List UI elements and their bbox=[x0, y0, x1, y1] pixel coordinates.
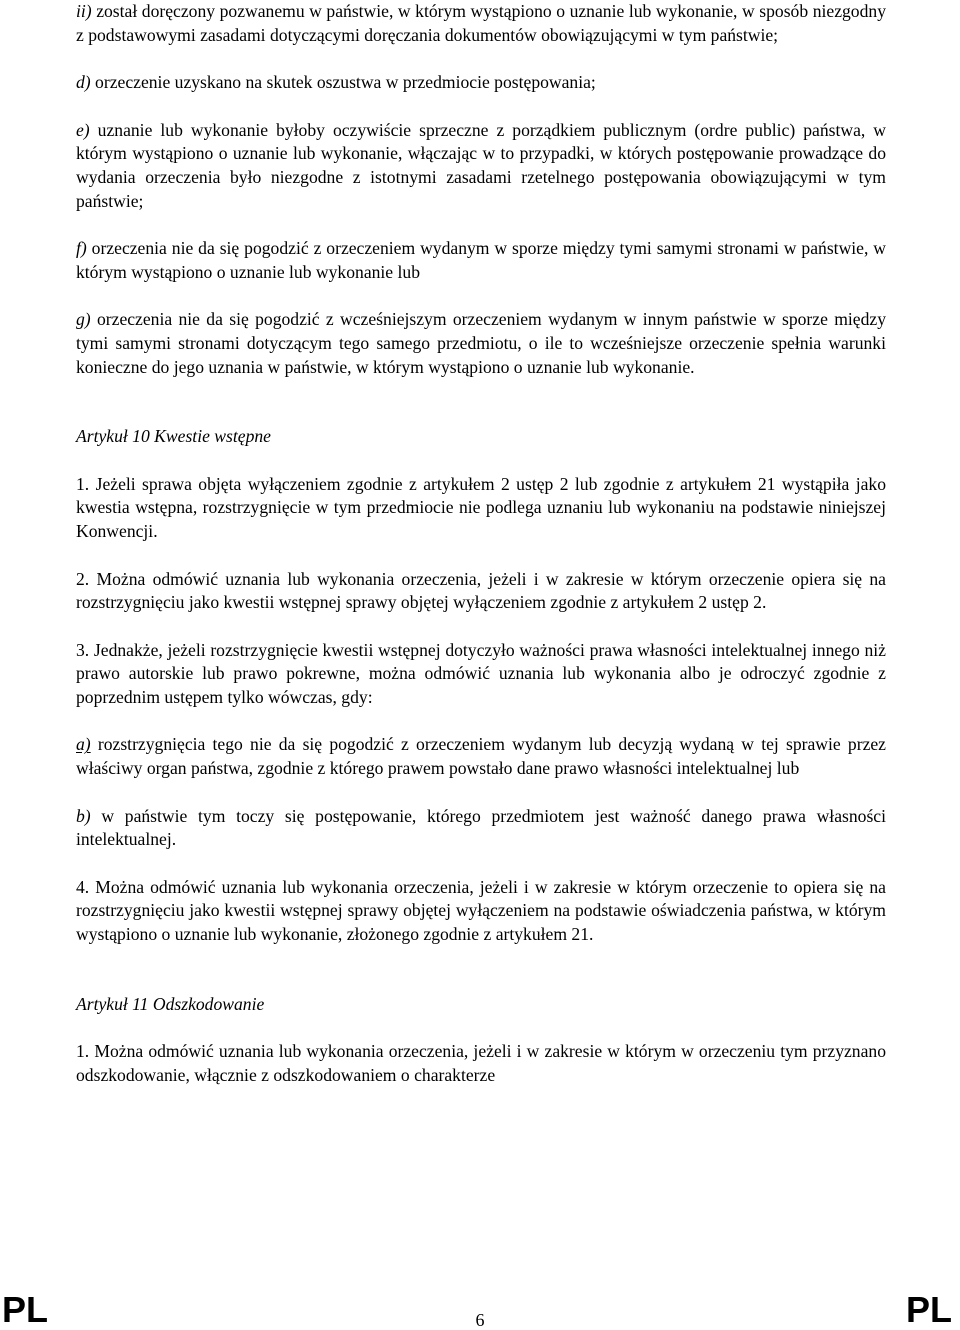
paragraph-text: w państwie tym toczy się postępowanie, którego przedmiotem jest ważność danego prawa własności intelektualnej. bbox=[76, 805, 886, 850]
item-label: ii) bbox=[76, 1, 92, 21]
paragraph-a bbox=[76, 733, 886, 780]
article-11-heading: Artykuł 11 Odszkodowanie bbox=[76, 993, 265, 1014]
footer-language-code-left: PL bbox=[2, 1289, 49, 1330]
article-10-paragraph-3: 3. Jednakże, jeżeli rozstrzygnięcie kwestii wstępnej dotyczyło ważności prawa własności intelektualnej innego niż prawo autorskie lub prawo pokrewne, można odmówić uznania lub wykonania albo je odroczyć zgodnie z poprzednim ustępem tylko wówczas, gdy: bbox=[76, 639, 886, 707]
paragraph-g bbox=[76, 308, 886, 379]
paragraph-text: rozstrzygnięcia tego nie da się pogodzić z orzeczeniem wydanym lub decyzją wydaną w tej sprawie przez właściwy organ państwa, zgodnie z którego prawem powstało dane prawo własności intelektualnej lub bbox=[76, 734, 886, 779]
item-label: b) bbox=[76, 805, 91, 826]
article-10-heading: Artykuł 10 Kwestie wstępne bbox=[76, 426, 271, 447]
item-label: a) bbox=[76, 734, 91, 755]
footer-language-code-right: PL bbox=[905, 1289, 952, 1330]
paragraph-text: orzeczenie uzyskano na skutek oszustwa w przedmiocie postępowania; bbox=[90, 72, 596, 93]
item-label: e) bbox=[76, 119, 90, 140]
paragraph-f bbox=[76, 237, 886, 284]
item-label: g) bbox=[76, 309, 91, 330]
item-label: d) bbox=[76, 72, 91, 93]
page-number: 6 bbox=[475, 1310, 485, 1330]
paragraph-d bbox=[76, 71, 886, 95]
paragraph-ii bbox=[76, 0, 886, 47]
paragraph-text: uznanie lub wykonanie byłoby oczywiście sprzeczne z porządkiem publicznym (ordre public) państwa, w którym wystąpiono o uznanie lub wykonanie, włączając w to przypadki, w których postępowanie prowadzące do wydania orzeczenia było niezgodne z istotnymi zasadami rzetelnego postępowania obowiązującymi w tym państwie; bbox=[76, 119, 886, 211]
paragraph-text: orzeczenia nie da się pogodzić z wcześniejszym orzeczeniem wydanym w innym państwie w sporze między tymi samymi stronami dotyczącym tego samego przedmiotu, o ile to wcześniejsze orzeczenie spełnia warunki konieczne do jego uznania w państwie, w którym wystąpiono o uznanie lub wykonanie. bbox=[76, 309, 886, 377]
article-10-paragraph-4: 4. Można odmówić uznania lub wykonania orzeczenia, jeżeli i w zakresie w którym orzeczenie to opiera się na rozstrzygnięciu jako kwestii wstępnej sprawy objętej wyłączeniem na podstawie oświadczenia państwa, w którym wystąpiono o uznanie lub wykonanie, złożonego zgodnie z artykułem 21. bbox=[76, 876, 886, 945]
paragraph-text: został doręczony pozwanemu w państwie, w którym wystąpiono o uznanie lub wykonanie, w sposób niezgodny z podstawowymi zasadami dotyczącymi doręczania dokumentów obowiązującymi w tym państwie; bbox=[76, 1, 886, 45]
paragraph-e bbox=[76, 119, 886, 213]
item-label: f) bbox=[76, 238, 87, 259]
article-11-paragraph-1: 1. Można odmówić uznania lub wykonania orzeczenia, jeżeli i w zakresie w którym w orzeczeniu tym przyznano odszkodowanie, włącznie z odszkodowaniem o charakterze bbox=[76, 1041, 886, 1085]
paragraph-b bbox=[76, 805, 886, 852]
article-10-paragraph-1: 1. Jeżeli sprawa objęta wyłączeniem zgodnie z artykułem 2 ustęp 2 lub zgodnie z artykułem 21 wystąpiła jako kwestia wstępna, rozstrzygnięcie w tym przedmiocie nie podlega uznaniu lub wykonaniu na podstawie niniejszej Konwencji. bbox=[76, 473, 886, 541]
article-10-paragraph-2: 2. Można odmówić uznania lub wykonania orzeczenia, jeżeli i w zakresie w którym orzeczenie opiera się na rozstrzygnięciu jako kwestii wstępnej sprawy objętej wyłączeniem zgodnie z artykułem 2 ustęp 2. bbox=[76, 568, 886, 613]
paragraph-text: orzeczenia nie da się pogodzić z orzeczeniem wydanym w sporze między tymi samymi stronami w państwie, w którym wystąpiono o uznanie lub wykonanie lub bbox=[76, 238, 886, 282]
document-body bbox=[76, 0, 886, 1111]
